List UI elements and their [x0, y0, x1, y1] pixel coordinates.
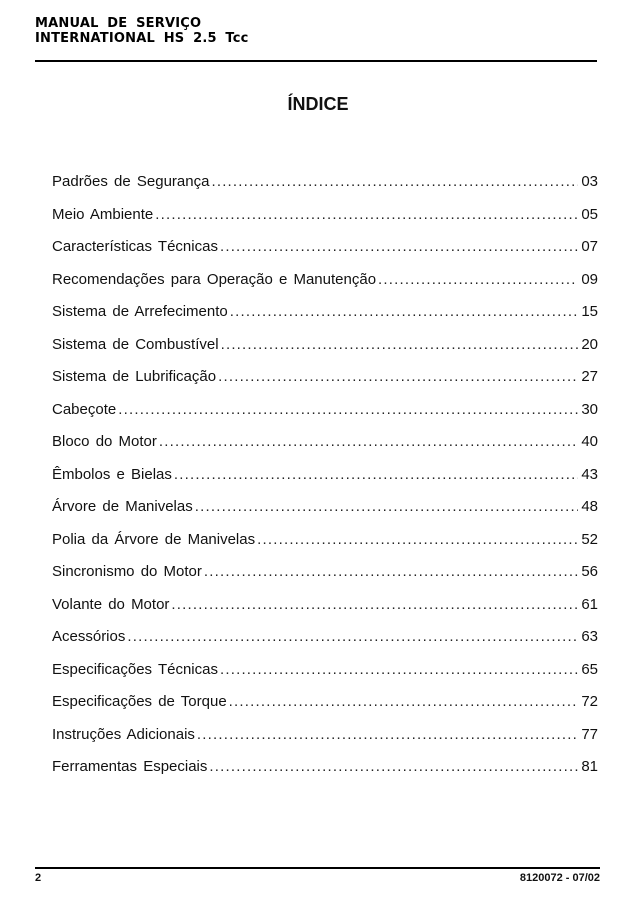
toc-entry-label: Árvore de Manivelas — [52, 498, 193, 515]
toc-entry[interactable] — [52, 758, 598, 791]
footer-divider — [35, 867, 600, 869]
table-of-contents — [52, 173, 598, 791]
toc-entry-page: 65 — [581, 660, 598, 678]
dot-leader — [204, 563, 578, 580]
toc-entry-page: 63 — [581, 628, 598, 645]
dot-leader — [229, 693, 579, 710]
toc-entry[interactable] — [52, 466, 598, 499]
dot-leader — [221, 336, 579, 353]
toc-entry-label: Especificações Técnicas — [52, 660, 218, 678]
toc-entry[interactable] — [52, 238, 598, 271]
footer-page-number: 2 — [35, 872, 42, 884]
toc-entry-label: Volante do Motor — [52, 595, 170, 613]
toc-entry-label: Êmbolos e Bielas — [52, 465, 172, 483]
toc-entry-label: Cabeçote — [52, 400, 117, 418]
toc-entry[interactable] — [52, 498, 598, 531]
toc-entry-page: 40 — [581, 433, 598, 450]
toc-entry-page: 61 — [581, 595, 598, 613]
toc-entry[interactable] — [52, 206, 598, 239]
toc-entry-label: Acessórios — [52, 628, 126, 645]
toc-entry[interactable] — [52, 401, 598, 434]
dot-leader — [174, 466, 578, 483]
toc-entry[interactable] — [52, 531, 598, 564]
header-model-name: INTERNATIONAL HS 2.5 Tcc — [35, 30, 249, 46]
toc-entry-label: Polia da Árvore de Manivelas — [52, 530, 256, 548]
toc-entry[interactable] — [52, 693, 598, 726]
toc-entry-page: 07 — [581, 238, 598, 255]
toc-entry[interactable] — [52, 271, 598, 304]
toc-entry-page: 56 — [581, 563, 598, 580]
toc-entry-page: 20 — [581, 335, 598, 353]
toc-entry-page: 09 — [581, 270, 598, 288]
dot-leader — [220, 661, 578, 678]
toc-entry[interactable] — [52, 303, 598, 336]
toc-entry-label: Especificações de Torque — [52, 693, 227, 710]
toc-entry[interactable] — [52, 726, 598, 759]
toc-entry-page: 03 — [581, 173, 598, 190]
toc-entry[interactable] — [52, 173, 598, 206]
toc-entry-label: Sistema de Arrefecimento — [52, 303, 228, 320]
dot-leader — [159, 433, 578, 450]
toc-entry-label: Meio Ambiente — [52, 205, 154, 223]
toc-entry[interactable] — [52, 433, 598, 466]
toc-entry-page: 52 — [581, 530, 598, 548]
toc-entry[interactable] — [52, 336, 598, 369]
toc-entry[interactable] — [52, 368, 598, 401]
toc-entry-label: Sistema de Combustível — [52, 335, 219, 353]
toc-entry[interactable] — [52, 661, 598, 694]
toc-entry-label: Características Técnicas — [52, 238, 218, 255]
dot-leader — [197, 726, 578, 743]
dot-leader — [209, 758, 578, 775]
toc-entry-label: Ferramentas Especiais — [52, 758, 208, 775]
dot-leader — [211, 173, 578, 190]
header-divider — [35, 60, 597, 62]
toc-entry-page: 81 — [581, 758, 598, 775]
toc-entry-page: 72 — [581, 693, 598, 710]
toc-entry-label: Sistema de Lubrificação — [52, 368, 217, 385]
toc-entry-page: 48 — [581, 498, 598, 515]
dot-leader — [171, 596, 578, 613]
document-header — [35, 17, 249, 46]
dot-leader — [220, 238, 578, 255]
toc-entry-page: 30 — [581, 400, 598, 418]
dot-leader — [378, 271, 578, 288]
dot-leader — [155, 206, 578, 223]
toc-entry[interactable] — [52, 563, 598, 596]
page-title: ÍNDICE — [287, 94, 349, 114]
toc-entry-page: 05 — [581, 205, 598, 223]
dot-leader — [230, 303, 579, 320]
toc-entry-page: 43 — [581, 465, 598, 483]
toc-entry-label: Recomendações para Operação e Manutenção — [52, 270, 377, 288]
toc-entry-page: 27 — [581, 368, 598, 385]
dot-leader — [257, 531, 578, 548]
toc-entry-page: 77 — [581, 725, 598, 743]
dot-leader — [127, 628, 578, 645]
dot-leader — [218, 368, 578, 385]
toc-entry-label: Sincronismo do Motor — [52, 563, 202, 580]
toc-entry[interactable] — [52, 628, 598, 661]
toc-entry-page: 15 — [581, 303, 598, 320]
dot-leader — [118, 401, 578, 418]
footer-document-code: 8120072 - 07/02 — [519, 872, 600, 884]
toc-entry-label: Bloco do Motor — [52, 433, 157, 450]
dot-leader — [195, 498, 579, 515]
toc-entry-label: Instruções Adicionais — [52, 725, 195, 743]
toc-entry-label: Padrões de Segurança — [52, 173, 210, 190]
toc-entry[interactable] — [52, 596, 598, 629]
header-manual-title: MANUAL DE SERVIÇO — [35, 16, 202, 31]
